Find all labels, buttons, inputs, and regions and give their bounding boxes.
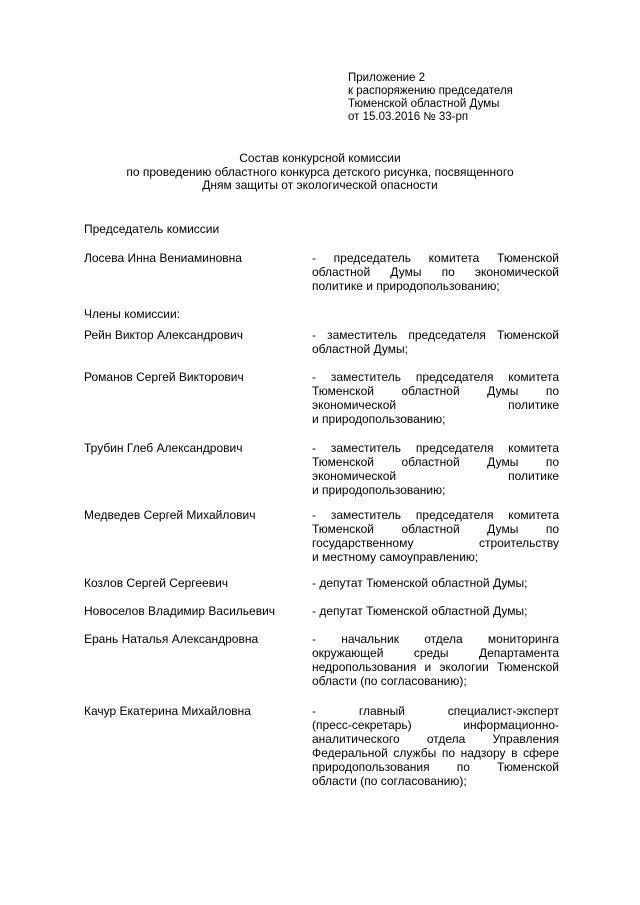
role-line: - заместитель председателя Тюменской <box>312 328 559 342</box>
appendix-line: Приложение 2 <box>348 72 426 84</box>
role-line: и местному самоуправлению; <box>312 550 479 564</box>
title-line: Состав конкурсной комиссии <box>239 151 401 165</box>
title-line: по проведению областного конкурса детского рисунка, посвященного <box>126 164 514 179</box>
member-role <box>312 370 559 426</box>
role-line: экономической политике <box>312 469 559 483</box>
member-name: Ерань Наталья Александровна <box>84 632 259 646</box>
role-line: областной Думы по экономической <box>312 265 559 279</box>
role-line: - заместитель председателя комитета <box>312 441 559 455</box>
member-name: Трубин Глеб Александрович <box>84 441 243 455</box>
role-line: - депутат Тюменской областной Думы; <box>312 576 528 590</box>
role-line: окружающей среды Департамента <box>312 646 559 660</box>
role-line: - главный специалист-эксперт <box>312 704 559 718</box>
member-name: Качур Екатерина Михайловна <box>84 704 251 718</box>
role-line: - депутат Тюменской областной Думы; <box>312 604 528 618</box>
role-line: государственному строительству <box>312 536 559 550</box>
member-role <box>312 632 559 688</box>
appendix-header <box>348 72 513 124</box>
role-line: - заместитель председателя комитета <box>312 370 559 384</box>
role-line: Федеральной службы по надзору в сфере <box>312 746 559 760</box>
role-line: (пресс-секретарь) информационно- <box>312 718 559 732</box>
role-line: политике и природопользованию; <box>312 279 500 293</box>
role-line: областной Думы; <box>312 342 408 356</box>
member-name: Новоселов Владимир Васильевич <box>84 604 276 618</box>
member-role <box>312 441 559 497</box>
role-line: Тюменской областной Думы по <box>312 384 559 398</box>
role-line: аналитического отдела Управления <box>312 732 559 746</box>
role-line: - заместитель председателя комитета <box>312 508 559 522</box>
member-role <box>312 508 559 564</box>
member-name: Лосева Инна Вениаминовна <box>84 251 242 265</box>
member-role <box>312 604 559 618</box>
member-name: Рейн Виктор Александрович <box>84 328 243 342</box>
role-line: области (по согласованию); <box>312 774 467 788</box>
member-role <box>312 704 559 788</box>
member-name: Медведев Сергей Михайлович <box>84 508 256 522</box>
role-line: и природопользованию; <box>312 412 446 426</box>
document-title <box>80 152 560 193</box>
member-role <box>312 251 559 293</box>
role-line: экономической политике <box>312 398 559 412</box>
appendix-line: Тюменской областной Думы <box>348 98 500 110</box>
role-line: Тюменской областной Думы по <box>312 522 559 536</box>
role-line: недропользования и экологии Тюменской <box>312 660 559 674</box>
role-line: - председатель комитета Тюменской <box>312 251 559 265</box>
chair-label: Председатель комиссии <box>84 222 220 236</box>
members-label: Члены комиссии: <box>84 307 181 321</box>
title-line: Дням защиты от экологической опасности <box>202 178 438 192</box>
role-line: и природопользованию; <box>312 483 446 497</box>
role-line: Тюменской областной Думы по <box>312 455 559 469</box>
role-line: области (по согласованию); <box>312 674 467 688</box>
member-role <box>312 576 559 590</box>
role-line: - начальник отдела мониторинга <box>312 632 559 646</box>
member-name: Козлов Сергей Сергеевич <box>84 576 229 590</box>
member-role <box>312 328 559 356</box>
member-name: Романов Сергей Викторович <box>84 370 244 384</box>
appendix-line: к распоряжению председателя <box>348 85 513 97</box>
appendix-line: от 15.03.2016 № 33-рп <box>348 111 469 123</box>
role-line: природопользования по Тюменской <box>312 760 559 774</box>
